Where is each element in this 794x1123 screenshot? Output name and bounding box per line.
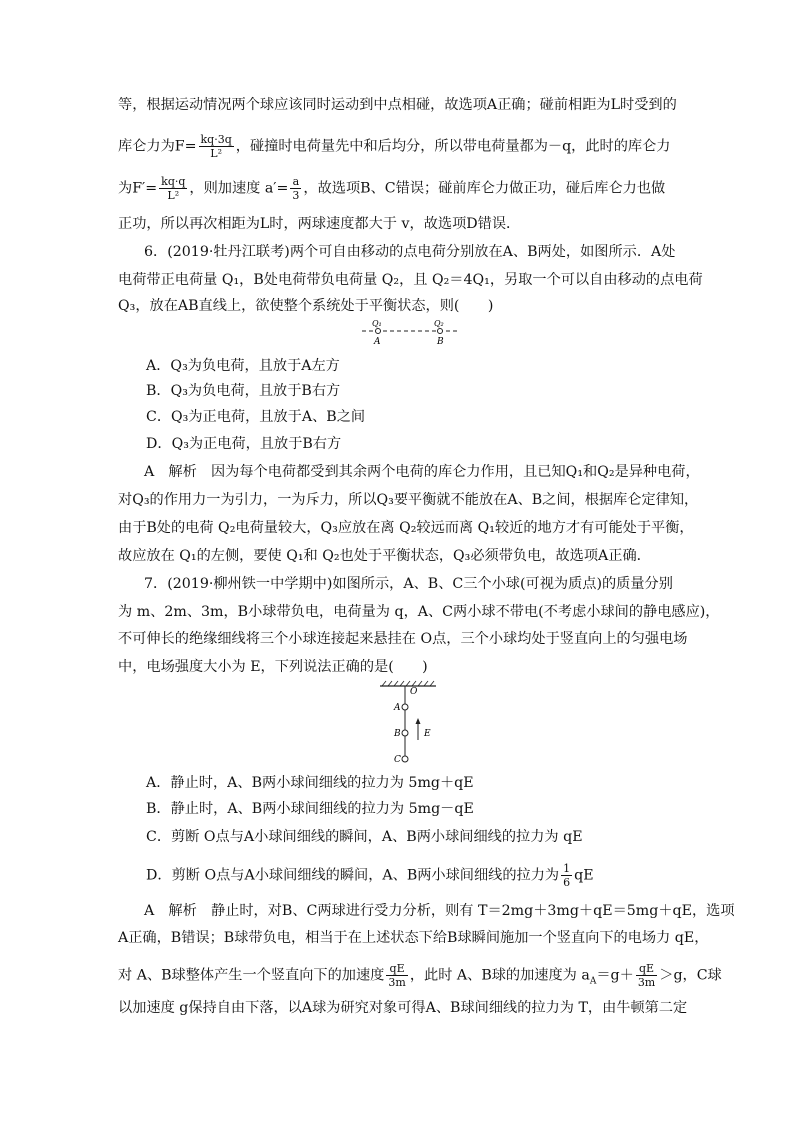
text-line: 不可伸长的绝缘细线将三个小球连接起来悬挂在 O点，三个小球均处于竖直向上的匀强电场 bbox=[118, 631, 688, 647]
label-q1: Q₁ bbox=[372, 319, 382, 328]
label-b: B bbox=[394, 729, 401, 739]
answer-analysis: A 解析 静止时，对B、C两球进行受力分析，则有 T＝2mg＋3mg＋qE＝5mg＋qE，选项 bbox=[144, 903, 735, 919]
fraction: $\frac{kq\cdot q}{\text{L²}}$ bbox=[161, 175, 186, 202]
option-c: C．剪断 O点与A小球间细线的瞬间，A、B两小球间细线的拉力为 qE bbox=[146, 829, 583, 845]
text-line: 以加速度 g保持自由下落，以A球为研究对象可得A、B球间细线的拉力为 T，由牛顿第二定 bbox=[118, 1000, 688, 1016]
option-b: B．Q₃为负电荷，且放于B右方 bbox=[146, 383, 341, 399]
text-line: 对Q₃的作用力一为引力，一为斥力，所以Q₃要平衡就不能放在A、B之间，根据库仑定律知， bbox=[118, 492, 699, 508]
fraction: $\frac{qE}{3m}$ bbox=[388, 962, 406, 989]
option-a: A．Q₃为负电荷，且放于A左方 bbox=[146, 358, 340, 374]
fraction: $\frac{a}{3}$ bbox=[292, 175, 300, 202]
question-6-stem: 6．(2019·牡丹江联考)两个可自由移动的点电荷分别放在A、B两处，如图所示．A处 bbox=[144, 244, 676, 260]
text-line: 中，电场强度大小为 E，下列说法正确的是( ) bbox=[118, 659, 428, 675]
option-d: D．Q₃为正电荷，且放于B右方 bbox=[146, 436, 342, 452]
label-o: O bbox=[410, 687, 418, 697]
fraction: $\frac{1}{6}$ bbox=[563, 862, 571, 889]
formula: F= bbox=[174, 138, 197, 155]
label-a: A bbox=[394, 703, 401, 713]
label-b: B bbox=[437, 337, 444, 347]
label-a: A bbox=[374, 337, 381, 347]
label-e: E bbox=[424, 729, 431, 739]
text-line: 故应放在 Q₁的左侧，要使 Q₁和 Q₂也处于平衡状态，Q₃必须带负电，故选项A正确． bbox=[118, 548, 651, 564]
answer-analysis: A 解析 因为每个电荷都受到其余两个电荷的库仑力作用，且已知Q₁和Q₂是异种电荷， bbox=[144, 464, 700, 480]
hanging-balls-figure bbox=[378, 680, 438, 770]
question-7-stem: 7．(2019·柳州铁一中学期中)如图所示，A、B、C三个小球(可视为质点)的质量分别 bbox=[144, 576, 673, 592]
label-q2: Q₂ bbox=[434, 319, 444, 328]
text-line: 为F′= $\frac{kq\cdot q}{\text{L²}}$ ，则加速度 a′= $\frac{a}{3}$ ，故选项B、C错误；碰前库仑力做正功，碰后库仑力也做 bbox=[118, 175, 666, 202]
text-line: 库仑力为F= $\frac{kq\cdot 3q}{\text{L²}}$ ，碰撞时电荷量先中和后均分，所以带电荷量都为－q，此时的库仑力 bbox=[118, 133, 671, 160]
option-d: D．剪断 O点与A小球间细线的瞬间，A、B两小球间细线的拉力为 $\frac{1}{6}$ qE bbox=[146, 862, 594, 889]
text-line: A正确，B错误；B球带负电，相当于在上述状态下给B球瞬间施加一个竖直向下的电场力 qE， bbox=[118, 930, 709, 946]
text-line: 由于B处的电荷 Q₂电荷量较大，Q₃应放在离 Q₂较远而离 Q₁较近的地方才有可能处于平衡， bbox=[118, 520, 694, 536]
option-c: C．Q₃为正电荷，且放于A、B之间 bbox=[146, 409, 366, 425]
fraction: $\frac{qE}{3m}$ bbox=[637, 962, 656, 989]
charges-figure bbox=[360, 318, 460, 348]
fraction: $\frac{kq\cdot 3q}{\text{L²}}$ bbox=[200, 133, 232, 160]
option-b: B．静止时，A、B两小球间细线的拉力为 5mg－qE bbox=[146, 801, 474, 817]
text-line: Q₃，放在AB直线上，欲使整个系统处于平衡状态，则( ) bbox=[118, 298, 494, 314]
option-a: A．静止时，A、B两小球间细线的拉力为 5mg＋qE bbox=[146, 775, 474, 791]
label-c: C bbox=[394, 755, 401, 765]
text-line: 电荷带正电荷量 Q₁，B处电荷带负电荷量 Q₂，且 Q₂＝4Q₁，另取一个可以自由移动的点电荷 bbox=[118, 272, 703, 288]
text-line: 对 A、B球整体产生一个竖直向下的加速度 $\frac{qE}{3m}$ ，此时 A、B球的加速度为 $a_A=g+$ $\frac{qE}{3m}$ ＞g，C球 bbox=[118, 962, 722, 989]
text-line: 等，根据运动情况两个球应该同时运动到中点相碰，故选项A正确；碰前相距为L时受到的 bbox=[118, 97, 677, 113]
formula: F′= bbox=[132, 180, 158, 197]
text-line: 为 m、2m、3m，B小球带负电，电荷量为 q，A、C两小球不带电(不考虑小球间的静电感应)， bbox=[118, 604, 720, 620]
text-line: 正功，所以再次相距为L时，两球速度都大于 v，故选项D错误． bbox=[118, 216, 521, 232]
